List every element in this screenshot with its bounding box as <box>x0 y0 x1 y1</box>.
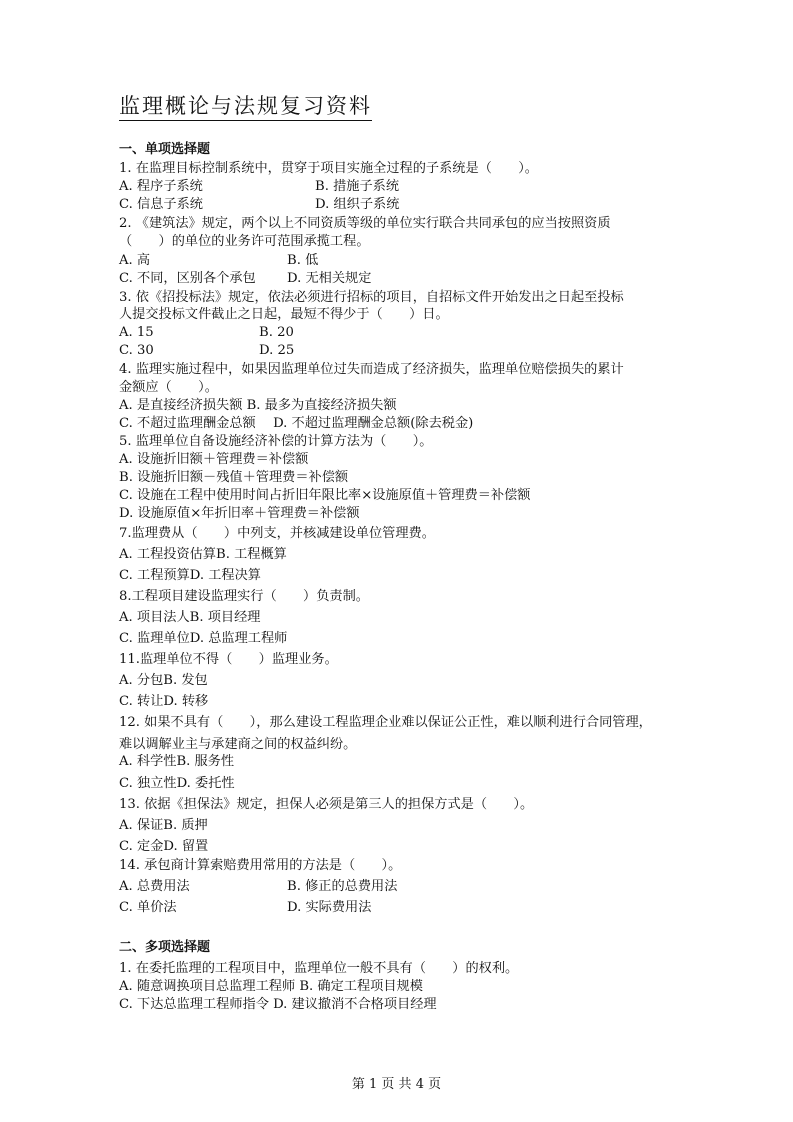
line-text: 4. 监理实施过程中，如果因监理单位过失而造成了经济损失，监理单位赔偿损失的累计 <box>119 362 624 377</box>
text-line <box>119 754 234 770</box>
text-line <box>119 253 319 269</box>
text-line <box>119 161 538 177</box>
line-text: D. 设施原值×年折旧率＋管理费＝补偿额 <box>119 506 360 521</box>
text-line <box>119 818 208 834</box>
text-line <box>119 589 369 605</box>
text-line <box>119 470 348 486</box>
line-text: C. 工程预算D. 工程决算 <box>119 568 261 583</box>
line-text: （ ）的单位的业务许可范围承揽工程。 <box>119 234 370 249</box>
text-line <box>119 179 400 195</box>
line-text: 12. 如果不具有（ ），那么建设工程监理企业难以保证公正性，难以顺利进行合同管理， <box>119 715 652 730</box>
text-line <box>119 652 338 668</box>
line-text: C. 信息子系统 <box>119 197 203 212</box>
line-text: A. 保证B. 质押 <box>119 818 208 833</box>
text-line <box>119 488 531 504</box>
line-text: A. 设施折旧额＋管理费＝补偿额 <box>119 452 309 467</box>
option-column-b: B. 修正的总费用法 <box>287 879 398 894</box>
line-text: C. 设施在工程中使用时间占折旧年限比率×设施原值＋管理费＝补偿额 <box>119 488 531 503</box>
option-column-b: B. 措施子系统 <box>315 179 400 194</box>
line-text: 2. 《建筑法》规定，两个以上不同资质等级的单位实行联合共同承包的应当按照资质 <box>119 216 611 231</box>
text-line <box>119 380 218 396</box>
text-line <box>119 452 308 468</box>
line-text: A. 是直接经济损失额 B. 最多为直接经济损失额 <box>119 398 397 413</box>
text-line <box>119 839 208 855</box>
line-text: A. 程序子系统 <box>119 179 203 194</box>
line-text: A. 高 <box>119 253 151 268</box>
text-line <box>119 997 437 1013</box>
line-text: C. 不超过监理酬金总额 D. 不超过监理酬金总额(除去税金) <box>119 416 474 431</box>
text-line <box>119 776 235 792</box>
line-text: A. 随意调换项目总监理工程师 B. 确定工程项目规模 <box>119 979 423 994</box>
line-text: 金额应（ ）。 <box>119 380 218 395</box>
option-column-b: B. 低 <box>287 253 319 268</box>
line-text: B. 设施折旧额－残值＋管理费＝补偿额 <box>119 470 349 485</box>
line-text: C. 30 <box>119 343 154 358</box>
line-text: C. 单价法 <box>119 900 177 915</box>
text-line <box>119 858 401 874</box>
line-text: 3. 依《招投标法》规定，依法必须进行招标的项目，自招标文件开始发出之日起至投标 <box>119 290 624 305</box>
document-title: 监理概论与法规复习资料 <box>119 93 372 121</box>
text-line <box>119 631 287 647</box>
text-line <box>119 434 433 450</box>
text-line <box>119 547 287 563</box>
text-line <box>119 694 208 710</box>
text-line <box>119 568 261 584</box>
line-text: C. 独立性D. 委托性 <box>119 776 235 791</box>
text-line <box>119 900 372 916</box>
line-text: 1. 在监理目标控制系统中，贯穿于项目实施全过程的子系统是（ ）。 <box>119 161 538 176</box>
option-column-b: D. 无相关规定 <box>287 271 372 286</box>
option-column-b: D. 组织子系统 <box>315 197 400 212</box>
text-line <box>119 797 533 813</box>
line-text: 14. 承包商计算索赔费用常用的方法是（ ）。 <box>119 858 402 873</box>
text-line <box>119 879 398 895</box>
page-footer: 第 1 页 共 4 页 <box>351 1077 442 1092</box>
line-text: 人提交投标文件截止之日起，最短不得少于（ ）日。 <box>119 307 449 322</box>
text-line <box>119 362 624 378</box>
text-line <box>119 197 400 213</box>
text-line <box>119 673 208 689</box>
line-text: A. 总费用法 <box>119 879 190 894</box>
option-column-b: D. 实际费用法 <box>287 900 372 915</box>
option-column-b: D. 25 <box>259 343 295 358</box>
text-line <box>119 416 473 432</box>
line-text: 5. 监理单位自备设施经济补偿的计算方法为（ ）。 <box>119 434 433 449</box>
line-text: C. 下达总监理工程师指令 D. 建议撤消不合格项目经理 <box>119 997 437 1012</box>
line-text: 13. 依据《担保法》规定，担保人必须是第三人的担保方式是（ ）。 <box>119 797 534 812</box>
text-line <box>119 290 624 306</box>
text-line <box>119 216 611 232</box>
line-text: A. 工程投资估算B. 工程概算 <box>119 547 287 562</box>
text-line <box>119 961 518 977</box>
section-heading: 一、单项选择题 <box>119 142 211 157</box>
line-text: C. 转让D. 转移 <box>119 694 209 709</box>
option-column-b: B. 20 <box>259 325 294 340</box>
section-heading: 二、多项选择题 <box>119 940 211 955</box>
line-text: 难以调解业主与承建商之间的权益纠纷。 <box>119 737 357 752</box>
line-text: A. 项目法人B. 项目经理 <box>119 610 261 625</box>
line-text: C. 定金D. 留置 <box>119 839 209 854</box>
text-line <box>119 526 435 542</box>
text-line <box>119 398 397 414</box>
text-line <box>119 979 423 995</box>
text-line <box>119 737 356 753</box>
line-text: 11.监理单位不得（ ）监理业务。 <box>119 652 338 667</box>
text-line <box>119 610 260 626</box>
text-line <box>119 343 295 359</box>
text-line <box>119 234 370 250</box>
line-text: 1. 在委托监理的工程项目中，监理单位一般不具有（ ）的权利。 <box>119 961 519 976</box>
text-line <box>119 506 360 522</box>
line-text: A. 分包B. 发包 <box>119 673 208 688</box>
line-text: C. 监理单位D. 总监理工程师 <box>119 631 288 646</box>
text-line <box>119 271 372 287</box>
line-text: A. 15 <box>119 325 154 340</box>
text-line <box>119 325 294 341</box>
text-line <box>119 307 449 323</box>
line-text: C. 不同，区别各个承包 <box>119 271 256 286</box>
line-text: 7.监理费从（ ）中列支，并核减建设单位管理费。 <box>119 526 435 541</box>
text-line <box>119 715 652 731</box>
line-text: A. 科学性B. 服务性 <box>119 754 235 769</box>
line-text: 8.工程项目建设监理实行（ ）负责制。 <box>119 589 369 604</box>
